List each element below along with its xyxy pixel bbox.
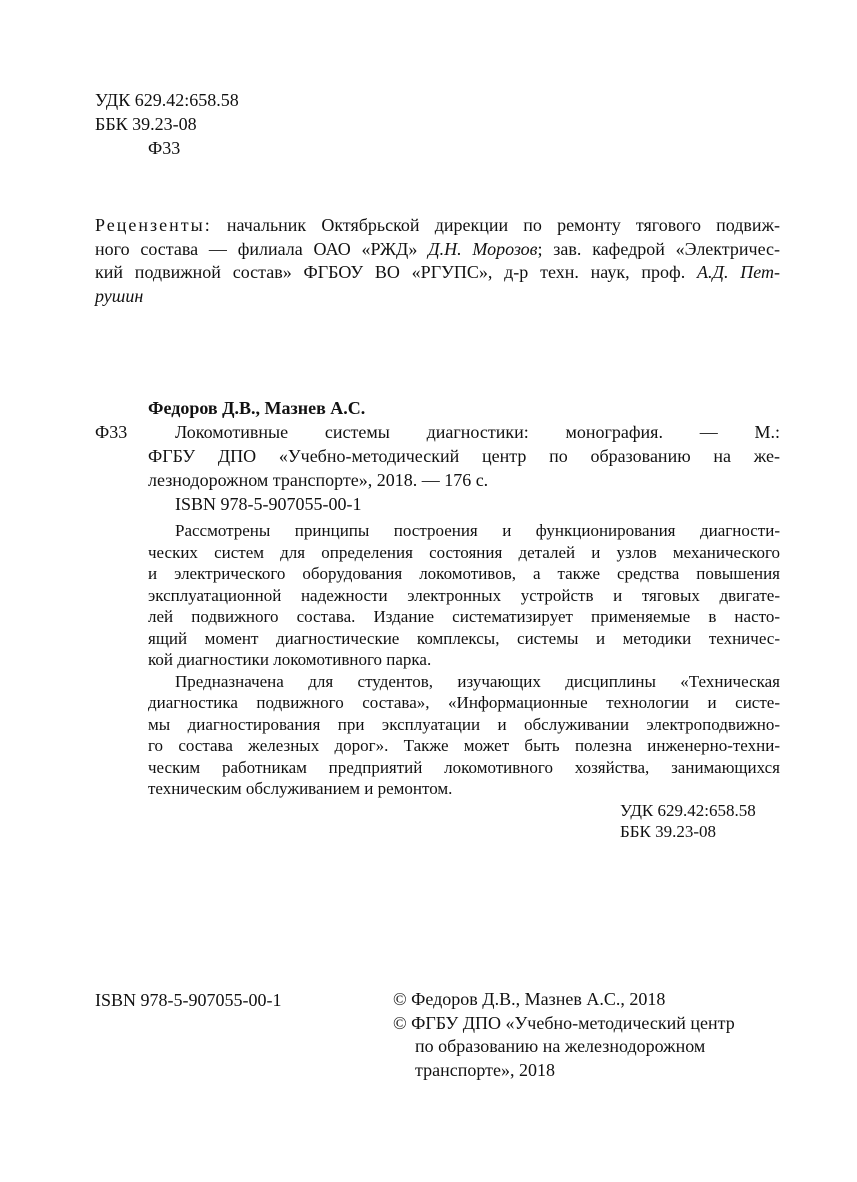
- abstract-line: лей подвижного состава. Издание систематизирует применяемые в насто-: [148, 607, 780, 626]
- reviewers-block: [95, 214, 780, 309]
- bbk-code: ББК 39.23-08: [95, 114, 197, 134]
- record-code: Ф33: [95, 422, 128, 442]
- title-line: ФГБУ ДПО «Учебно-методический центр по образованию на же-: [148, 446, 780, 466]
- abstract-line: Рассмотрены принципы построения и функционирования диагности-: [175, 521, 780, 540]
- udk-code: УДК 629.42:658.58: [95, 90, 239, 110]
- copyright-publisher: по образованию на железнодорожном: [415, 1036, 706, 1056]
- classification-header: [95, 88, 239, 160]
- abstract-bbk: ББК 39.23-08: [620, 822, 717, 841]
- footer-isbn: ISBN 978-5-907055-00-1: [95, 990, 282, 1010]
- reviewer-name: Д.Н. Морозов: [428, 238, 538, 259]
- abstract-line: диагностика подвижного состава», «Информационные технологии и систе-: [148, 693, 780, 712]
- reviewers-text: начальник Октябрьской дирекции по ремонту тягового подвиж-: [226, 215, 780, 235]
- abstract-line: ческих систем для определения состояния деталей и узлов механического: [148, 542, 780, 562]
- title-line: Локомотивные системы диагностики: монография. — М.:: [175, 422, 780, 442]
- copyright-authors: © Федоров Д.В., Мазнев А.С., 2018: [393, 989, 666, 1009]
- reviewer-name: А.Д. Пет-: [697, 262, 780, 283]
- abstract-line: ящий момент диагностические комплексы, системы и методики техничес-: [148, 628, 780, 648]
- abstract-line: ческим работникам предприятий локомотивного хозяйства, занимающихся: [148, 757, 780, 777]
- author-mark: Ф33: [148, 138, 181, 158]
- reviewers-text: ного состава — филиала ОАО «РЖД»: [95, 238, 429, 259]
- abstract: [148, 520, 780, 843]
- abstract-line: и электрического оборудования локомотивов, а также средства повышения: [148, 564, 780, 583]
- abstract-line: кой диагностики локомотивного парка.: [148, 650, 432, 669]
- reviewers-text: ; зав. кафедрой «Электричес-: [537, 238, 780, 259]
- title-line: лезнодорожном транспорте», 2018. — 176 с.: [148, 470, 489, 490]
- abstract-line: мы диагностирования при эксплуатации и обслуживании электроподвижно-: [148, 714, 780, 734]
- copyright-publisher: транспорте», 2018: [415, 1059, 555, 1080]
- abstract-line: техническим обслуживанием и ремонтом.: [148, 779, 453, 798]
- copyright-block: [393, 988, 735, 1082]
- abstract-udk: УДК 629.42:658.58: [620, 800, 756, 820]
- reviewers-label: Рецензенты:: [95, 215, 212, 235]
- abstract-line: Предназначена для студентов, изучающих дисциплины «Техническая: [175, 671, 780, 691]
- authors: Федоров Д.В., Мазнев А.С.: [148, 398, 366, 418]
- abstract-line: го состава железных дорог». Также может быть полезна инженерно-техни-: [148, 736, 780, 755]
- reviewer-name: рушин: [95, 286, 144, 307]
- reviewers-text: кий подвижной состав» ФГБОУ ВО «РГУПС», д-р техн. наук, проф.: [95, 262, 697, 283]
- record-isbn: ISBN 978-5-907055-00-1: [175, 494, 362, 514]
- bibliographic-record: [148, 420, 780, 516]
- copyright-publisher: © ФГБУ ДПО «Учебно-методический центр: [393, 1012, 735, 1033]
- abstract-line: эксплуатационной надежности электронных устройств и тяговых двигате-: [148, 585, 780, 605]
